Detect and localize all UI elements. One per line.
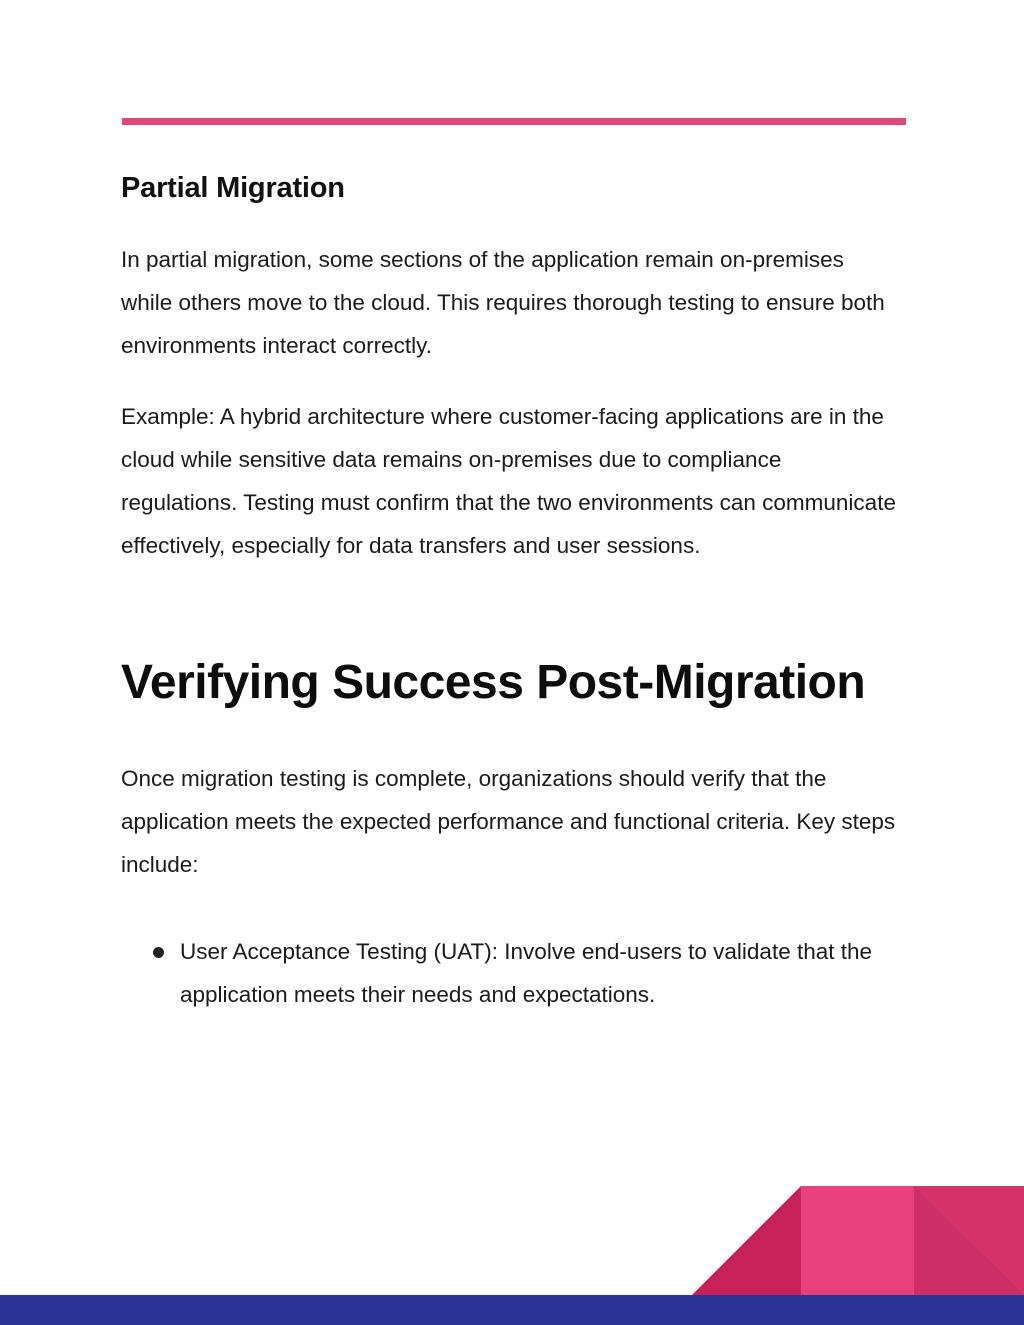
list-item-text: User Acceptance Testing (UAT): Involve end-users to validate that the application meets their needs and expectations. bbox=[180, 939, 873, 1007]
paragraph-intro: Once migration testing is complete, organizations should verify that the application meets the expected performance and functional criteria. Key steps include: bbox=[121, 766, 896, 877]
footer-bar bbox=[0, 1295, 1024, 1325]
section-heading: Verifying Success Post-Migration bbox=[121, 656, 866, 709]
section-subheading: Partial Migration bbox=[121, 172, 345, 204]
deco-triangle-dark bbox=[692, 1186, 801, 1295]
paragraph-example: Example: A hybrid architecture where customer-facing applications are in the cloud while sensitive data remains on-premises due to compliance regulations. Testing must confirm that the two environments can communicate effectively, especially for data transfers and user sessions. bbox=[121, 404, 896, 558]
paragraph-partial-migration: In partial migration, some sections of the application remain on-premises while others move to the cloud. This requires thorough testing to ensure both environments interact correctly. bbox=[121, 247, 885, 358]
deco-block-pink bbox=[801, 1186, 914, 1295]
